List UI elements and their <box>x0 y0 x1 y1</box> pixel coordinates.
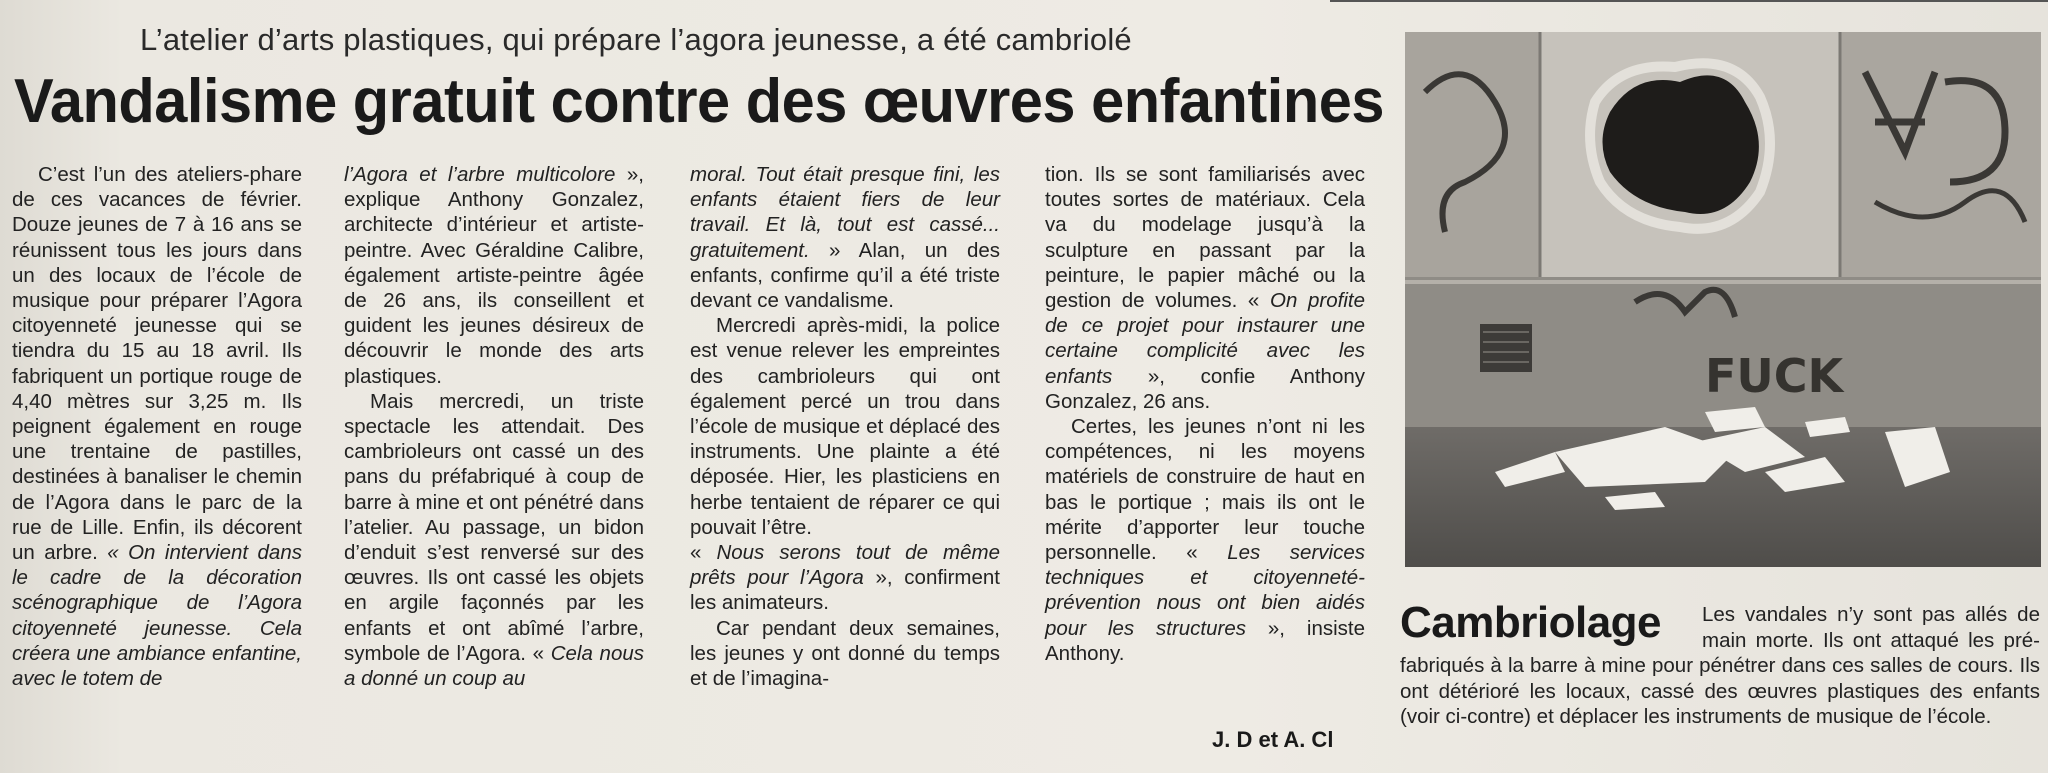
article-signature: J. D et A. Cl <box>1212 727 1334 752</box>
paragraph-text: Certes, les jeunes n’ont ni les compétences, ni les moyens matériels de construire de haut en bas le portique ; mais ils ont le mérite d’apporter leur touche personnelle. « <box>1045 415 1365 565</box>
paragraph <box>344 389 644 691</box>
paragraph-text: Car pendant deux semaines, les jeunes y ont donné du temps et de l’imagina- <box>690 616 1000 691</box>
paragraph <box>690 162 1000 313</box>
paragraph <box>1045 414 1365 666</box>
caption-title: Cambriolage <box>1400 598 1662 647</box>
article-column-1 <box>12 162 302 691</box>
paragraph-text: C’est l’un des ateliers-phare de ces vacances de février. Douze jeunes de 7 à 16 ans se réunissent tous les jours dans un des locaux de l’école de musique pour préparer l’Agora citoyenneté jeunesse qui se tiendra du 15 au 18 avril. Ils fabriquent un portique rouge de 4,40 mètres sur 3,25 m. Ils peignent également en rouge une trentaine de pastilles, destinées à banaliser le chemin de l’Agora dans le parc de la rue de Lille. Enfin, ils décorent un arbre. <box>12 163 302 565</box>
caption-text: Les vandales n’y sont pas allés de main morte. Ils ont attaqué les pré-fabriqués à la barre à mine pour pénétrer dans ces salles de cours. Ils ont détérioré les locaux, cassé des œuvres plastiques des enfants (voir ci-contre) et déplacer les instruments de musique de l’école. <box>1400 603 2040 728</box>
article-headline: Vandalisme gratuit contre des œuvres enfantines <box>14 67 1384 136</box>
caption-title-spacer <box>1400 602 1702 652</box>
wall-panel <box>1840 32 2041 277</box>
paragraph <box>12 162 302 691</box>
paragraph <box>690 616 1000 692</box>
paragraph <box>690 313 1000 540</box>
quote-text: Les services techniques et citoyenneté-prévention nous ont bien aidés pour les structures <box>1045 541 1365 640</box>
paragraph <box>1045 162 1365 414</box>
quote-text: l’Agora et l’arbre multicolore <box>344 163 616 186</box>
top-rule <box>1330 0 2048 8</box>
paragraph-text: », confirment les animateurs. <box>690 566 1000 615</box>
paragraph-text: » Alan, un des enfants, confirme qu’il a été triste devant ce vandalisme. <box>690 238 1000 313</box>
quote-text: On profite de ce projet pour instaurer une certaine complicité avec les enfants <box>1045 289 1365 388</box>
article-column-4 <box>1045 162 1365 666</box>
paragraph-text: tion. Ils se sont familiarisés avec toutes sortes de matériaux. Cela va du modelage jusqu’à la sculpture en passant par la peinture, le papier mâché ou la gestion de volumes. « <box>1045 163 1365 313</box>
quote-text: Cela nous a donné un coup au <box>344 641 644 691</box>
paragraph <box>690 540 1000 616</box>
paragraph-text: », insiste Anthony. <box>1045 616 1365 665</box>
article-kicker: L’atelier d’arts plastiques, qui prépare l’agora jeunesse, a été cambriolé <box>140 22 1132 57</box>
paragraph-text: Mais mercredi, un triste spectacle les attendait. Des cambrioleurs ont cassé un des pans du préfabriqué à coup de barre à mine et ont pénétré dans l’atelier. Au passage, un bidon d’enduit s’est renversé sur des œuvres. Ils ont cassé les objets en argile façonnés par les enfants et ont abîmé l’arbre, symbole de l’Agora. « <box>344 389 644 665</box>
paragraph-text: », confie Anthony Gonzalez, 26 ans. <box>1045 364 1365 413</box>
article-column-3 <box>690 162 1000 691</box>
paragraph <box>344 162 644 389</box>
paragraph-text: », explique Anthony Gonzalez, architecte d’intérieur et artiste-peintre. Avec Géraldine Calibre, également artiste-peintre âgée de 26 ans, ils conseillent et guident les jeunes désireux de découvrir le monde des arts plastiques. <box>344 163 644 388</box>
graffiti-word: FUCK <box>1705 349 1844 403</box>
quote-text: « On intervient dans le cadre de la décoration scénographique de l’Agora citoyenneté jeunesse. Cela créera une ambiance enfantine, avec le totem de <box>12 541 302 691</box>
quote-mark: « <box>690 541 717 565</box>
article-column-2 <box>344 162 644 691</box>
caption-text-block <box>1400 602 2040 730</box>
quote-text: Nous serons tout de même prêts pour l’Agora <box>690 541 1000 590</box>
photo-illustration <box>1405 32 2041 567</box>
article-photo <box>1405 32 2041 567</box>
paragraph-text: Mercredi après-midi, la police est venue relever les empreintes des cambrioleurs qui ont également percé un trou dans l’école de musique et déplacé des instruments. Une plainte a été déposée. Hier, les plasticiens en herbe tentaient de réparer ce qui pouvait l’être. <box>690 314 1000 539</box>
quote-text: moral. Tout était presque fini, les enfants étaient fiers de leur travail. Et là, tout est cassé... gratuitement. <box>690 163 1000 262</box>
wall-panel <box>1405 32 1540 277</box>
